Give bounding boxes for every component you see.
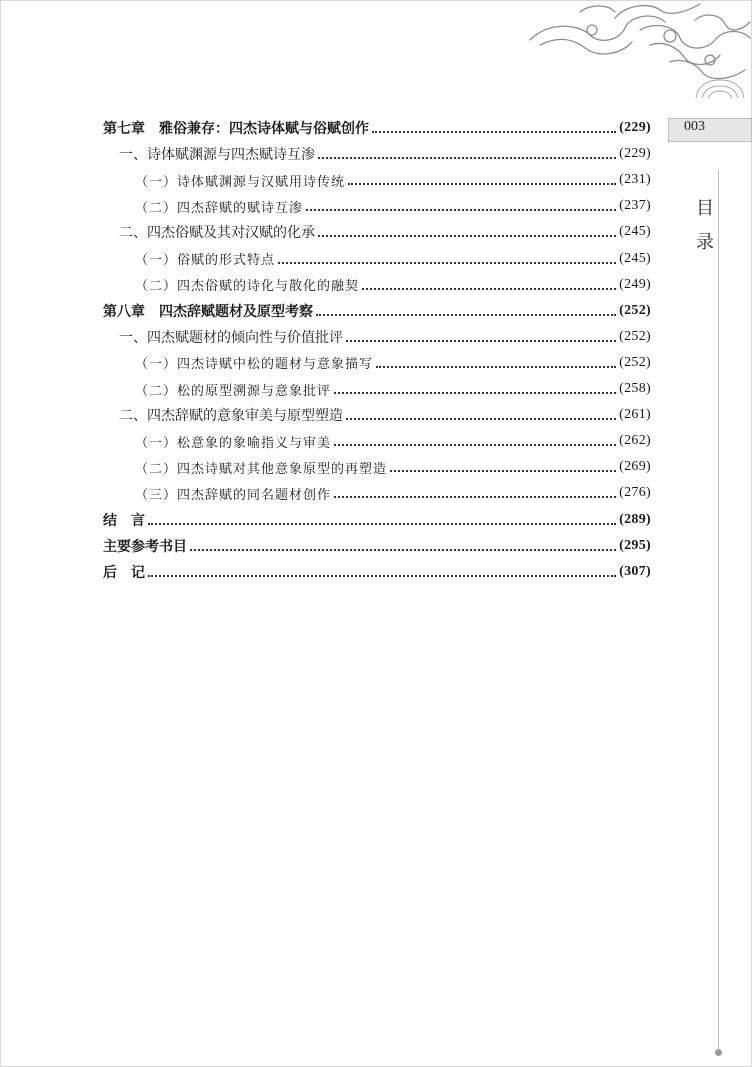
cloud-decoration — [520, 0, 752, 112]
dot-leader — [316, 290, 616, 316]
dot-leader — [148, 499, 616, 525]
toc-entry-title: 主要参考书目 — [103, 538, 187, 555]
toc-entry[interactable] — [103, 560, 651, 584]
section-title-char-1: 目 — [696, 198, 714, 219]
toc-entry-page: (237) — [619, 198, 651, 214]
toc-entry-page: (245) — [619, 224, 651, 240]
toc-entry-title: （一）诗体赋渊源与汉赋用诗传统 — [135, 174, 346, 190]
side-rule-end-dot — [715, 1049, 722, 1056]
toc-entry-title: 第七章 雅俗兼存：四杰诗体赋与俗赋创作 — [103, 121, 369, 137]
toc-entry-title: 结 言 — [103, 512, 145, 529]
toc-entry-page: (245) — [619, 250, 651, 266]
page-number-tab — [668, 118, 752, 142]
dot-leader — [376, 342, 616, 368]
page-number: 003 — [684, 119, 705, 134]
toc-entry-title: 二、四杰俗赋及其对汉赋的化承 — [119, 225, 315, 242]
dot-leader — [190, 525, 616, 551]
toc-entry-title: （一）松意象的象喻指义与审美 — [135, 435, 332, 451]
dot-leader — [348, 159, 616, 185]
toc-entry-title: 一、诗体赋渊源与四杰赋诗互渗 — [119, 147, 315, 164]
toc-entry-page: (258) — [619, 381, 651, 396]
toc-entry-title: （三）四杰辞赋的同名题材创作 — [135, 487, 332, 503]
toc-entry-page: (252) — [619, 354, 651, 370]
toc-entry-page: (276) — [619, 485, 651, 501]
toc-entry-page: (229) — [619, 120, 651, 135]
toc-entry-title: （二）四杰俗赋的诗化与散化的融契 — [135, 279, 360, 295]
dot-leader — [334, 368, 616, 394]
toc-entry-title: （二）四杰辞赋的赋诗互渗 — [135, 200, 304, 216]
dot-leader — [318, 133, 616, 159]
toc-entry-page: (249) — [619, 276, 651, 292]
dot-leader — [278, 238, 616, 264]
dot-leader — [334, 420, 616, 446]
dot-leader — [148, 551, 616, 577]
toc-entry-title: 二、四杰辞赋的意象审美与原型塑造 — [119, 408, 343, 425]
toc-entry-page: (261) — [619, 407, 651, 423]
toc-entry-title: （二）四杰诗赋对其他意象原型的再塑造 — [135, 461, 388, 477]
dot-leader — [362, 264, 616, 290]
toc-entry-title: 一、四杰赋题材的倾向性与价值批评 — [119, 329, 343, 346]
dot-leader — [372, 107, 616, 133]
toc-entry-title: 第八章 四杰辞赋题材及原型考察 — [103, 303, 313, 320]
toc-entry-page: (295) — [619, 537, 651, 553]
dot-leader — [390, 446, 616, 472]
section-title — [694, 192, 716, 260]
toc-entry-page: (229) — [619, 146, 651, 162]
toc-entry-page: (262) — [619, 433, 651, 449]
side-rule — [718, 170, 719, 1050]
toc-entry-page: (269) — [619, 459, 651, 475]
toc-entry-page: (307) — [619, 563, 651, 579]
toc-entry-page: (252) — [619, 302, 651, 318]
dot-leader — [334, 472, 616, 498]
toc-entry-page: (252) — [619, 328, 651, 344]
toc-entry-title: 后 记 — [103, 564, 145, 581]
toc-entry-title: （一）四杰诗赋中松的题材与意象描写 — [135, 357, 374, 373]
toc-entry-page: (289) — [619, 511, 651, 527]
dot-leader — [346, 394, 616, 420]
toc-entry-title: （二）松的原型溯源与意象批评 — [135, 383, 332, 399]
dot-leader — [306, 185, 616, 211]
dot-leader — [346, 316, 616, 342]
dot-leader — [318, 211, 616, 237]
toc-entry-title: （一）俗赋的形式特点 — [135, 253, 276, 268]
section-title-char-2: 录 — [696, 232, 714, 253]
toc-entry-page: (231) — [619, 172, 651, 188]
